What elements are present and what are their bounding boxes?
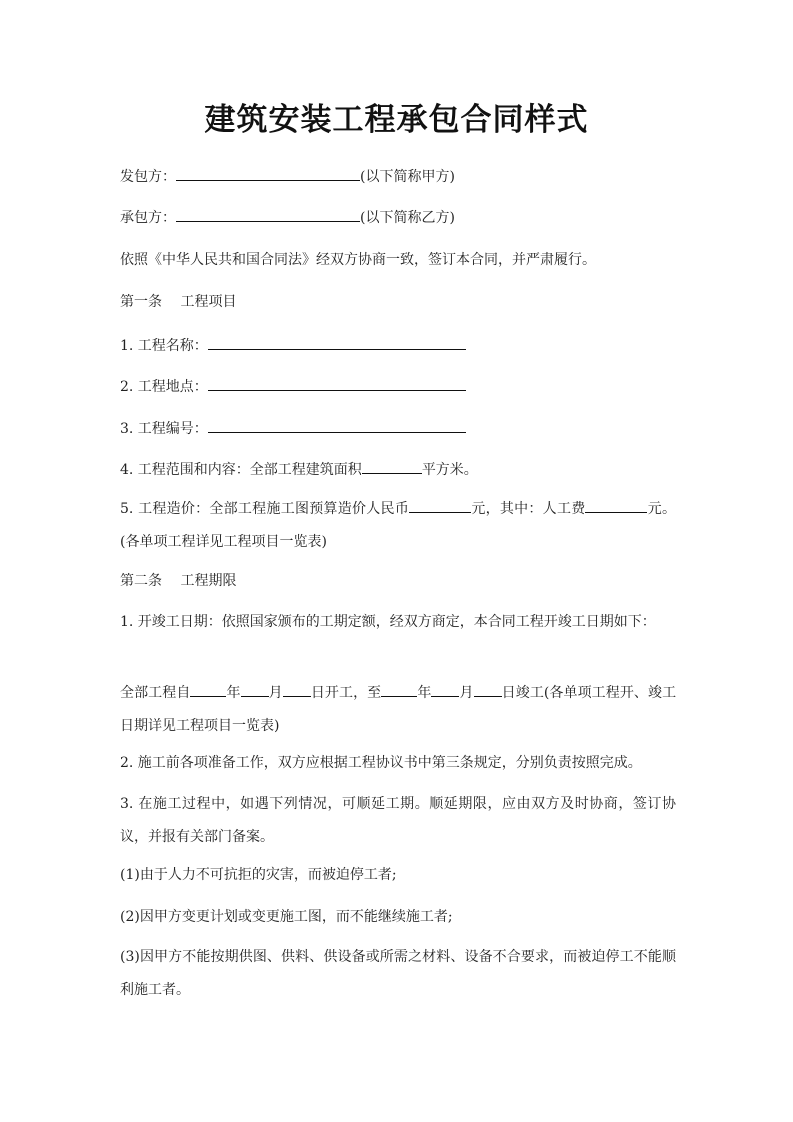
end-year-blank[interactable] (381, 684, 417, 697)
item-start-end-date: 1. 开竣工日期：依照国家颁布的工期定额，经双方商定，本合同工程开竣工日期如下： (120, 614, 656, 630)
item-label: 3. 工程编号： (120, 421, 208, 437)
party-b-blank[interactable] (176, 209, 360, 222)
item-project-location (120, 378, 466, 395)
cost-prefix: 5. 工程造价：全部工程施工图预算造价人民币 (120, 501, 410, 517)
case-3: (3)因甲方不能按期供图、供料、供设备或所需之材料、设备不合要求，而被迫停工不能顺利施工者。 (120, 949, 676, 998)
preamble: 依照《中华人民共和国合同法》经双方协商一致，签订本合同，并严肃履行。 (120, 252, 596, 268)
project-location-blank[interactable] (208, 378, 466, 391)
scope-suffix: 平方米。 (421, 462, 478, 478)
start-day-blank[interactable] (283, 684, 311, 697)
case-2: (2)因甲方变更计划或变更施工图，而不能继续施工者; (120, 909, 453, 925)
month-label: 月 (459, 685, 474, 701)
total-cost-blank[interactable] (409, 500, 471, 513)
area-blank[interactable] (362, 461, 422, 474)
party-b-suffix: (以下简称乙方) (360, 210, 455, 226)
party-a-line (120, 168, 455, 185)
year-label: 年 (417, 685, 432, 701)
year-label: 年 (226, 685, 241, 701)
party-a-blank[interactable] (176, 168, 360, 181)
schedule-start-text: 日开工，至 (310, 685, 382, 701)
article1-heading: 第一条 工程项目 (120, 294, 237, 310)
project-name-blank[interactable] (208, 337, 466, 350)
start-month-blank[interactable] (241, 684, 269, 697)
article2-heading: 第二条 工程期限 (120, 573, 237, 589)
item-preparation: 2. 施工前各项准备工作，双方应根据工程协议书中第三条规定，分别负责按照完成。 (120, 755, 642, 771)
month-label: 月 (268, 685, 283, 701)
document-title: 建筑安装工程承包合同样式 (204, 102, 589, 138)
project-number-blank[interactable] (208, 420, 466, 433)
party-a-label: 发包方： (120, 169, 176, 185)
party-a-suffix: (以下简称甲方) (360, 169, 455, 185)
cost-mid: 元，其中：人工费 (471, 501, 586, 517)
case-1: (1)由于人力不可抗拒的灾害，而被迫停工者; (120, 867, 397, 883)
item-project-number (120, 420, 466, 437)
item-cost (120, 493, 676, 559)
schedule-paragraph (120, 677, 676, 743)
item-label: 2. 工程地点： (120, 379, 208, 395)
end-day-blank[interactable] (474, 684, 502, 697)
schedule-text: 全部工程自 (120, 685, 191, 701)
scope-prefix: 4. 工程范围和内容：全部工程建筑面积 (120, 462, 362, 478)
item-scope (120, 461, 478, 478)
party-b-line (120, 209, 455, 226)
start-year-blank[interactable] (190, 684, 226, 697)
item-label: 1. 工程名称： (120, 338, 208, 354)
item-extension: 3. 在施工过程中，如遇下列情况，可顺延工期。顺延期限，应由双方及时协商，签订协议，并报有关部门备案。 (120, 796, 676, 845)
schedule-end-text: 日竣工(各单项工程开、竣工日期详见工程项目一览表) (120, 685, 677, 734)
labor-cost-blank[interactable] (585, 500, 647, 513)
party-b-label: 承包方： (120, 210, 176, 226)
cost-suffix: 元。(各单项工程详见工程项目一览表) (120, 501, 677, 550)
item-project-name (120, 337, 466, 354)
end-month-blank[interactable] (431, 684, 459, 697)
